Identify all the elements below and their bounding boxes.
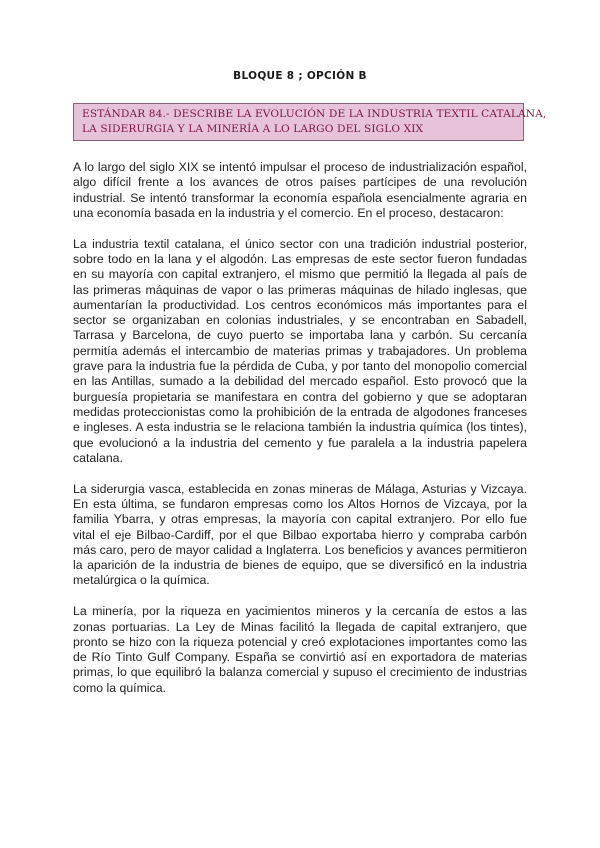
standard-heading-line-2: LA SIDERURGIA Y LA MINERÍA A LO LARGO DEL SIGLO XIX: [82, 123, 424, 135]
textile-industry-paragraph: La industria textil catalana, el único sector con una tradición industrial posterior, sobre todo en la lana y el algodón. Las empresas de este sector fueron fundadas en su mayoría con capital extranjero, el mismo que permitió la llegada al país de las primeras máquinas de vapor o las primeras máquinas de hilado inglesas, que aumentarían la productividad. Los centros económicos más importantes para el sector se organizaban en colonias industriales, y se encontraban en Sabadell, Tarrasa y Barcelona, de cuyo puerto se importaba lana y carbón. Su cercanía permitía además el intercambio de materias primas y trabajadores. Un problema grave para la industria fue la pérdida de Cuba, y por tanto del monopolio comercial en las Antillas, sumado a la debilidad del mercado español. Esto provocó que la burguesía propietaria se manifestara en contra del gobierno y que se adoptaran medidas proteccionistas como la prohibición de la entrada de algodones franceses e ingleses. A esta industria se le relaciona también la industria química (los tintes), que evolucionó a la industria del cemento y fue paralela a la industria papelera catalana.: [73, 236, 527, 465]
steel-industry-paragraph: La siderurgia vasca, establecida en zonas mineras de Málaga, Asturias y Vizcaya. En esta última, se fundaron empresas como los Altos Hornos de Vizcaya, por la familia Ybarra, y otras empresas, la mayoría con capital extranjero. Por ello fue vital el eje Bilbao-Cardiff, por el que Bilbao exportaba hierro y compraba carbón más caro, pero de mayor calidad a Inglaterra. Los beneficios y avances permitieron la aparición de la industria de bienes de equipo, que se diversificó en la industria metalúrgica o la química.: [73, 481, 527, 588]
standard-heading-box: [73, 103, 547, 141]
mining-paragraph: La minería, por la riqueza en yacimientos mineros y la cercanía de estos a las zonas portuarias. La Ley de Minas facilitó la llegada de capital extranjero, que pronto se hizo con la riqueza potencial y creó explotaciones importantes como las de Río Tinto Gulf Company. España se convirtió así en exportadora de materias primas, lo que equilibró la balanza comercial y supuso el crecimiento de industrias como la química.: [73, 604, 527, 695]
standard-heading-line-1: ESTÁNDAR 84.- DESCRIBE LA EVOLUCIÓN DE LA INDUSTRIA TEXTIL CATALANA,: [82, 108, 547, 120]
intro-paragraph: A lo largo del siglo XIX se intentó impulsar el proceso de industrialización español, algo difícil frente a los avances de otros países partícipes de una revolución industrial. Se intentó transformar la economía española esencialmente agraria en una economía basada en la industria y el comercio. En el proceso, destacaron:: [73, 160, 527, 220]
page-title: BLOQUE 8 ; OPCIÓN B: [233, 70, 367, 82]
document-body: [73, 160, 527, 712]
